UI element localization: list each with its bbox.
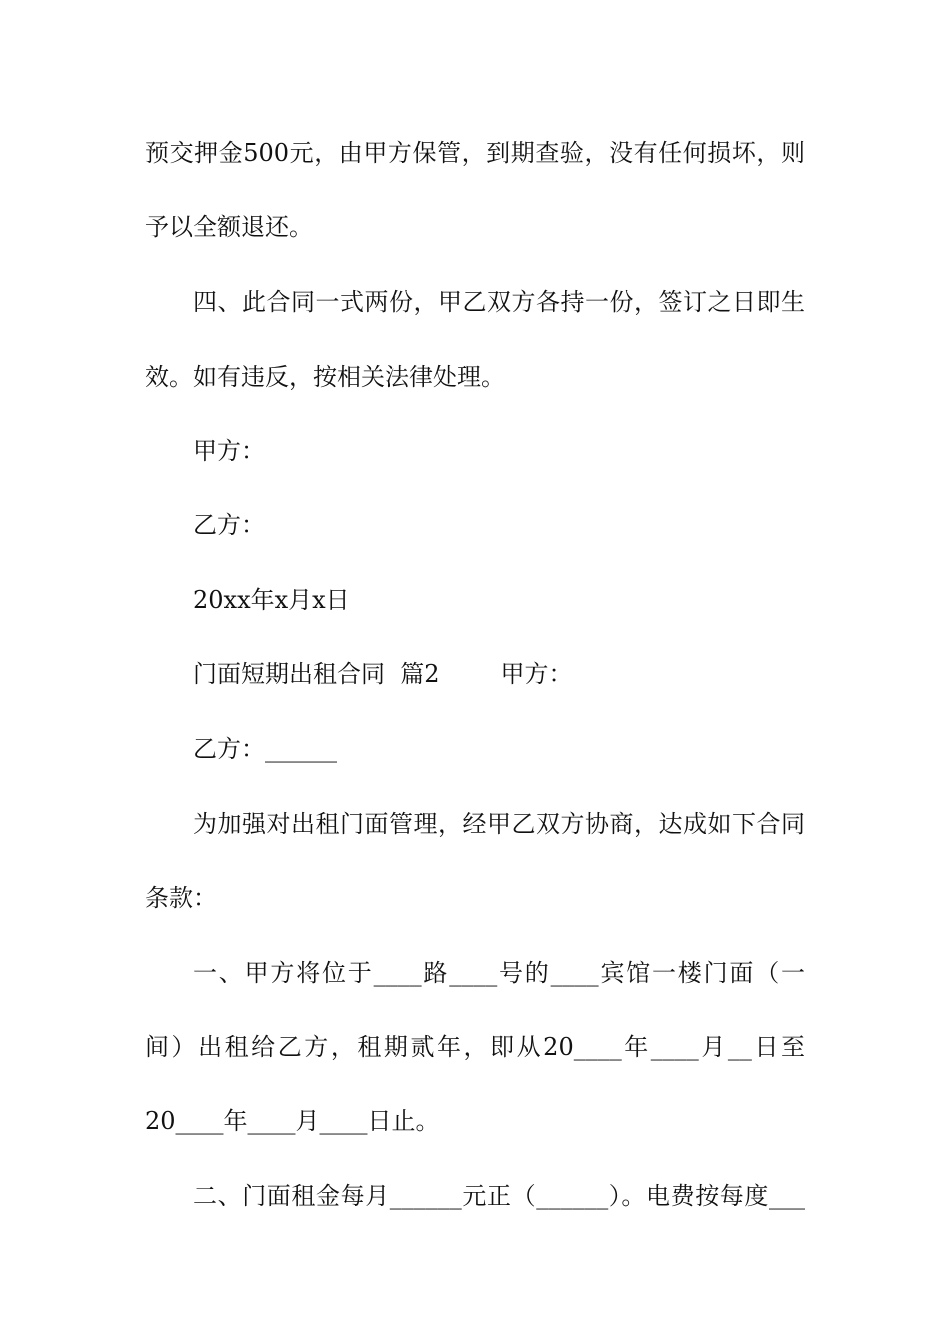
text-line: 四、此合同一式两份，甲乙双方各持一份，签订之日即生	[193, 288, 805, 316]
party-b-line: 乙方：______	[193, 735, 337, 763]
text-line: 条款：	[145, 884, 217, 912]
text-line: 效。如有违反，按相关法律处理。	[145, 363, 505, 391]
text-line: 预交押金500元，由甲方保管，到期查验，没有任何损坏，则	[145, 139, 805, 167]
clause-two-line: 二、门面租金每月______元正（______）。电费按每度___	[193, 1182, 805, 1210]
clause-one-line: 一、甲方将位于____路____号的____宾馆一楼门面（一	[193, 959, 805, 987]
text-line: 予以全额退还。	[145, 213, 313, 241]
text-line: 为加强对出租门面管理，经甲乙双方协商，达成如下合同	[193, 810, 805, 838]
section-heading: 门面短期出租合同 篇2 甲方：	[193, 660, 573, 688]
clause-one-line: 间）出租给乙方，租期贰年，即从20____年____月__日至	[145, 1033, 805, 1061]
date-line: 20xx年x月x日	[193, 586, 350, 614]
clause-one-line: 20____年____月____日止。	[145, 1107, 440, 1135]
signature-party-b: 乙方：	[193, 511, 265, 539]
signature-party-a: 甲方：	[193, 437, 265, 465]
